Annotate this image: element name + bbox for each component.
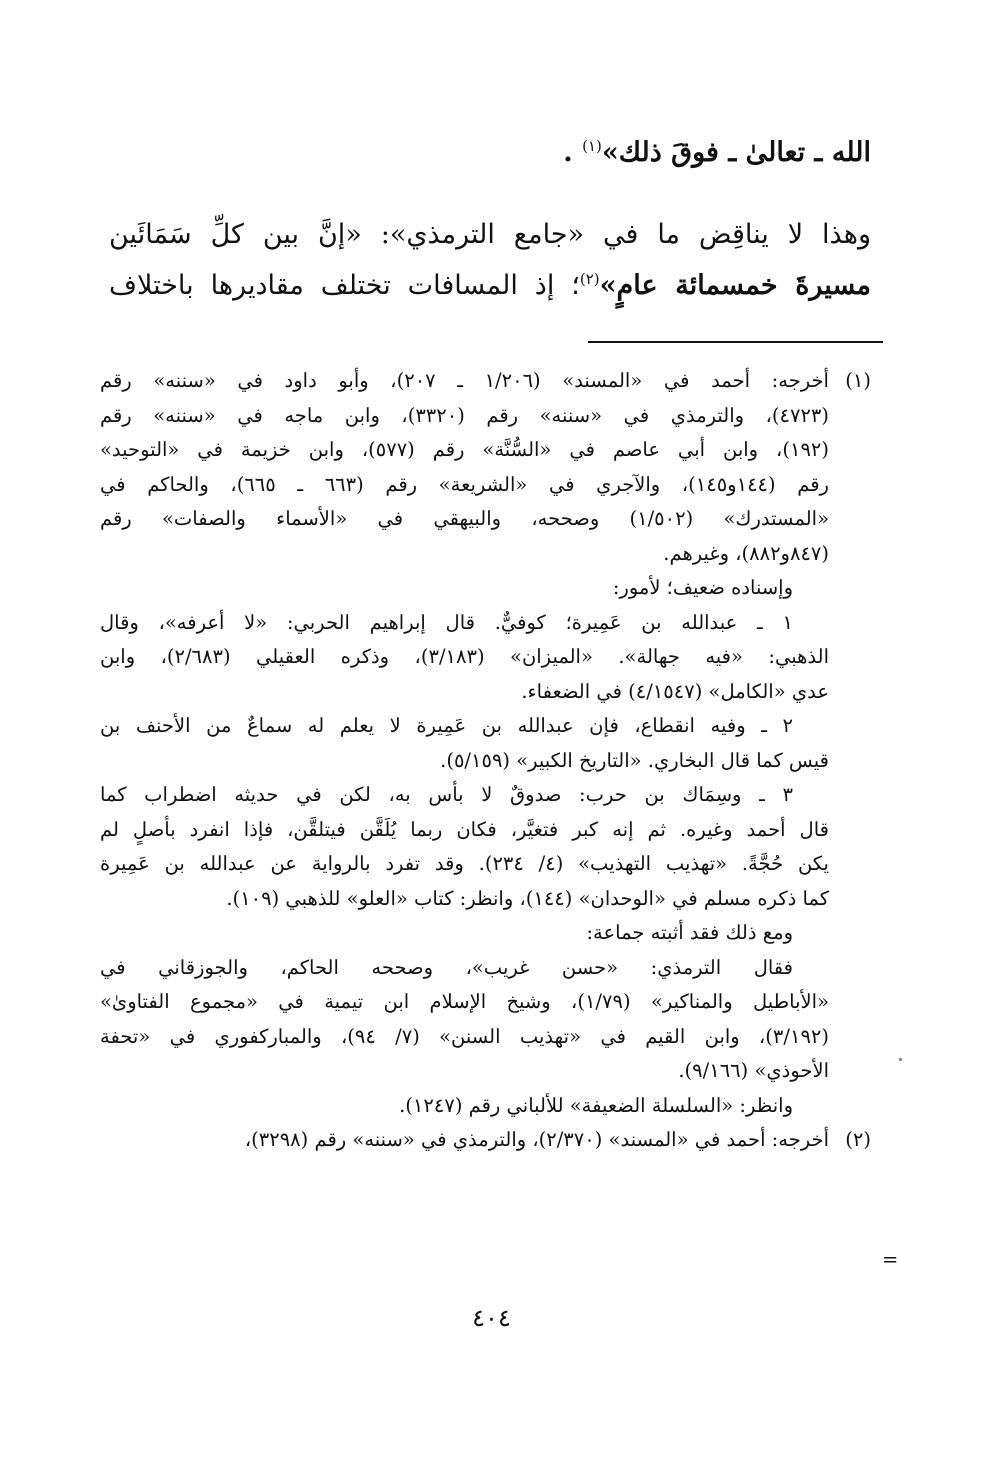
main-line-1: وهذا لا يناقِض ما في «جامع الترمذي»: «إنَّ بين كلِّ سَمَائَين xyxy=(109,219,871,250)
footnote-2 xyxy=(100,1123,871,1158)
header-line-end: . xyxy=(563,137,573,168)
footnote-2-body xyxy=(100,1123,829,1158)
footnote-1 xyxy=(100,364,871,1123)
reason-2-line: قيس كما قال البخاري. «التاريخ الكبير» (٥/١٥٩). xyxy=(440,748,829,772)
scan-speck xyxy=(899,1058,902,1061)
footnote-ref-2: (٢) xyxy=(579,270,600,288)
footnote-1-body xyxy=(100,364,829,1123)
reason-3-line: كما ذكره مسلم في «الوحدان» (١٤٤)، وانظر: كتاب «العلو» للذهبي (١٠٩). xyxy=(226,886,829,910)
reason-3-line: يكن حُجَّةً. «تهذيب التهذيب» (٤/ ٢٣٤). وقد تفرد بالرواية عن عبدالله بن عَمِيرة xyxy=(100,852,829,875)
footnote-number-2: (٢) xyxy=(845,1128,871,1151)
footnotes xyxy=(100,364,871,1158)
fn1-line: رقم (١٤٤و١٤٥)، والآجري في «الشريعة» رقم (٦٦٣ ـ ٦٦٥)، والحاكم في xyxy=(100,472,829,496)
fn1-line: (٤٧٢٣)، والترمذي في «سننه» رقم (٣٣٢٠)، وابن ماجه في «سننه» رقم xyxy=(100,403,830,427)
fn1-line: (٨٤٧و٨٨٢)، وغيرهم. xyxy=(663,541,829,565)
reason-1-line: عدي «الكامل» (٤/١٥٤٧) في الضعفاء. xyxy=(521,679,829,703)
affirm-intro: ومع ذلك فقد أثبته جماعة: xyxy=(586,921,793,944)
fn1-line: «المستدرك» (١/٥٠٢) وصححه، والبيهقي في «الأسماء والصفات» رقم xyxy=(100,507,830,530)
footnote-number-1: (١) xyxy=(845,369,871,392)
main-line-2 xyxy=(109,257,871,308)
header-line-text: الله ـ تعالىٰ ـ فوقَ ذلك» xyxy=(601,137,871,168)
header-line xyxy=(111,126,871,173)
hadith-quote-end: مسيرةَ خمسمائة عامٍ» xyxy=(599,270,871,301)
footnote-separator xyxy=(588,341,883,343)
affirm-line: الأحوذي» (٩/١٦٦). xyxy=(678,1059,829,1082)
main-paragraph xyxy=(109,213,871,308)
page-number: ٤٠٤ xyxy=(472,1304,511,1332)
affirm-line: فقال الترمذي: «حسن غريب»، وصححه الحاكم، والجوزقاني في xyxy=(100,955,793,979)
fn2-line: أخرجه: أحمد في «المسند» (٢/٣٧٠)، والترمذي في «سننه» رقم (٣٢٩٨)، xyxy=(244,1128,829,1151)
reason-3-line: ٣ ـ وسِمَاك بن حرب: صدوقٌ لا بأس به، لكن في حديثه اضطراب كما xyxy=(100,783,793,806)
reason-3-line: قال أحمد وغيره. ثم إنه كبر فتغيَّر، فكان ربما يُلَقَّن فيتلقَّن، فإذا انفرد بأصلٍ لم xyxy=(100,817,829,841)
reason-1-line: الذهبي: «فيه جهالة». «الميزان» (٣/١٨٣)، وذكره العقيلي (٢/٦٨٣)، وابن xyxy=(100,645,829,668)
isnad-intro: وإسناده ضعيف؛ لأمور: xyxy=(612,576,793,599)
fn1-line: أخرجه: أحمد في «المسند» (١/٢٠٦ ـ ٢٠٧)، وأبو داود في «سننه» رقم xyxy=(100,369,829,392)
footnote-ref-1: (١) xyxy=(582,137,602,155)
affirm-line: (٣/١٩٢)، وابن القيم في «تهذيب السنن» (٧/ ٩٤)، والمباركفوري في «تحفة xyxy=(100,1024,829,1048)
see-also: وانظر: «السلسلة الضعيفة» للألباني رقم (١٢٤٧). xyxy=(399,1093,793,1117)
continuation-mark: = xyxy=(882,1248,899,1271)
fn1-line: (١٩٢)، وابن أبي عاصم في «السُّنَّة» رقم (٥٧٧)، وابن خزيمة في «التوحيد» xyxy=(100,438,829,461)
main-line-2-rest: ؛ إذ المسافات تختلف مقاديرها باختلاف xyxy=(109,270,580,301)
reason-2-line: ٢ ـ وفيه انقطاع، فإن عبدالله بن عَمِيرة لا يعلم له سماعٌ من الأحنف بن xyxy=(100,714,793,737)
reason-1-line: ١ ـ عبدالله بن عَمِيرة؛ كوفيٌّ. قال إبراهيم الحربي: «لا أعرفه»، وقال xyxy=(100,610,793,634)
affirm-line: «الأباطيل والمناكير» (١/٧٩)، وشيخ الإسلام ابن تيمية في «مجموع الفتاوىٰ» xyxy=(100,990,829,1013)
